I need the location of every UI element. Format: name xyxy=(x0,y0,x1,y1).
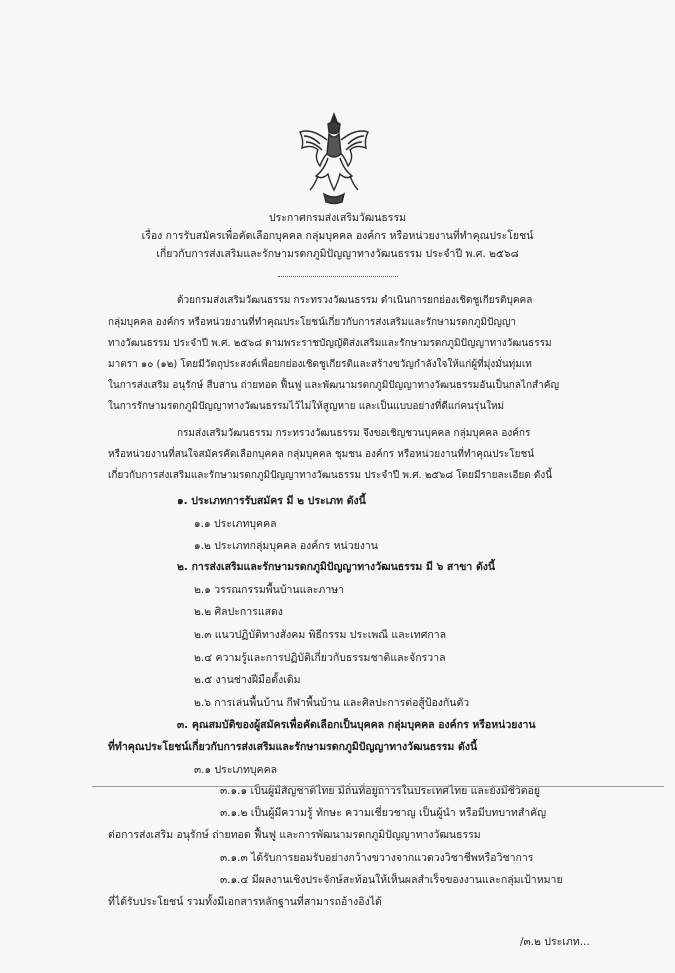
section3-heading: ๓. คุณสมบัติของผู้สมัครเพื่อคัดเลือกเป็นบุคคล กลุ่มบุคคล องค์กร หรือหน่วยงาน xyxy=(177,719,536,731)
section3-item: ๓.๑.๔ มีผลงานเชิงประจักษ์สะท้อนให้เห็นผลสำเร็จของงานและกลุ่มเป้าหมาย xyxy=(220,874,563,886)
section3-sub: ๓.๑ ประเภทบุคคล xyxy=(194,764,278,776)
section3-item: ๓.๑.๓ ได้รับการยอมรับอย่างกว้างขวางจากแวดวงวิชาชีพหรือวิชาการ xyxy=(220,852,534,864)
section2-heading: ๒. การส่งเสริมและรักษามรดกภูมิปัญญาทางวัฒนธรรม มี ๖ สาขา ดังนี้ xyxy=(177,561,496,573)
para1-line: ในการรักษามรดกภูมิปัญญาทางวัฒนธรรมไว้ไม่ให้สูญหาย และเป็นแบบอย่างที่ดีแก่คนรุ่นใหม่ xyxy=(108,401,505,412)
fold-line xyxy=(92,786,664,787)
section1-heading: ๑. ประเภทการรับสมัคร มี ๒ ประเภท ดังนี้ xyxy=(177,495,366,507)
section2-item: ๒.๓ แนวปฏิบัติทางสังคม พิธีกรรม ประเพณี และเทศกาล xyxy=(194,629,447,641)
section2-item: ๒.๖ การเล่นพื้นบ้าน กีฬาพื้นบ้าน และศิลปะการต่อสู้ป้องกันตัว xyxy=(194,697,470,709)
title-separator xyxy=(278,276,398,277)
para2-line: เกี่ยวกับการส่งเสริมและรักษามรดกภูมิปัญญาทางวัฒนธรรม ประจำปี พ.ศ. ๒๕๖๘ โดยมีรายละเอียด ดังนี้ xyxy=(108,470,553,481)
announcement-subject-line1: เรื่อง การรับสมัครเพื่อคัดเลือกบุคคล กลุ่มบุคคล องค์กร หรือหน่วยงานที่ทำคุณประโยชน์ xyxy=(141,230,534,242)
para2-line: กรมส่งเสริมวัฒนธรรม กระทรวงวัฒนธรรม จึงขอเชิญชวนบุคคล กลุ่มบุคคล องค์กร xyxy=(177,428,531,439)
announcement-subject-line2: เกี่ยวกับการส่งเสริมและรักษามรดกภูมิปัญญาทางวัฒนธรรม ประจำปี พ.ศ. ๒๕๖๘ xyxy=(156,248,519,260)
section3-item: ๓.๑.๑ เป็นผู้มีสัญชาติไทย มีถิ่นที่อยู่ถาวรในประเทศไทย และยังมีชีวิตอยู่ xyxy=(220,785,540,797)
para1-line: กลุ่มบุคคล องค์กร หรือหน่วยงานที่ทำคุณประโยชน์เกี่ยวกับการส่งเสริมและรักษามรดกภูมิปัญญา xyxy=(108,317,517,328)
announcement-org-line: ประกาศกรมส่งเสริมวัฒนธรรม xyxy=(268,212,407,224)
section3-item-cont: ต่อการส่งเสริม อนุรักษ์ ถ่ายทอด ฟื้นฟู และการพัฒนามรดกภูมิปัญญาทางวัฒนธรรม xyxy=(108,829,481,841)
section2-item: ๒.๒ ศิลปะการแสดง xyxy=(194,606,283,618)
section1-item: ๑.๑ ประเภทบุคคล xyxy=(194,518,277,530)
para1-line: ด้วยกรมส่งเสริมวัฒนธรรม กระทรวงวัฒนธรรม ดำเนินการยกย่องเชิดชูเกียรติบุคคล xyxy=(177,295,533,306)
section2-item: ๒.๕ งานช่างฝีมือดั้งเดิม xyxy=(194,674,301,686)
para2-line: หรือหน่วยงานที่สนใจสมัครคัดเลือกบุคคล กลุ่มบุคคล ชุมชน องค์กร หรือหน่วยงานที่ทำคุณประโยชน์ xyxy=(108,449,535,460)
section1-item: ๑.๒ ประเภทกลุ่มบุคคล องค์กร หน่วยงาน xyxy=(194,540,378,552)
section2-item: ๒.๑ วรรณกรรมพื้นบ้านและภาษา xyxy=(194,584,345,596)
section3-heading-cont: ที่ทำคุณประโยชน์เกี่ยวกับการส่งเสริมและรักษามรดกภูมิปัญญาทางวัฒนธรรม ดังนี้ xyxy=(108,741,478,753)
section2-item: ๒.๔ ความรู้และการปฏิบัติเกี่ยวกับธรรมชาติและจักรวาล xyxy=(194,652,446,664)
section3-item: ๓.๑.๒ เป็นผู้มีความรู้ ทักษะ ความเชี่ยวชาญ เป็นผู้นำ หรือมีบทบาทสำคัญ xyxy=(220,807,547,819)
para1-line: ในการส่งเสริม อนุรักษ์ สืบสาน ถ่ายทอด ฟื้นฟู และพัฒนามรดกภูมิปัญญาทางวัฒนธรรมอันเป็นกลไกสำคัญ xyxy=(108,380,559,391)
page-continuation: /๓.๒ ประเภท... xyxy=(520,936,590,948)
section3-item-cont: ที่ได้รับประโยชน์ รวมทั้งมีเอกสารหลักฐานที่สามารถอ้างอิงได้ xyxy=(108,896,382,908)
para1-line: ทางวัฒนธรรม ประจำปี พ.ศ. ๒๕๖๘ ตามพระราชบัญญัติส่งเสริมและรักษามรดกภูมิปัญญาทางวัฒนธรรม xyxy=(108,338,552,349)
garuda-emblem-icon xyxy=(294,110,374,205)
para1-line: มาตรา ๑๐ (๑๒) โดยมีวัตถุประสงค์เพื่อยกย่องเชิดชูเกียรติและสร้างขวัญกำลังใจให้แก่ผู้ที่มุ่งมั่นทุ่มเท xyxy=(108,359,532,370)
